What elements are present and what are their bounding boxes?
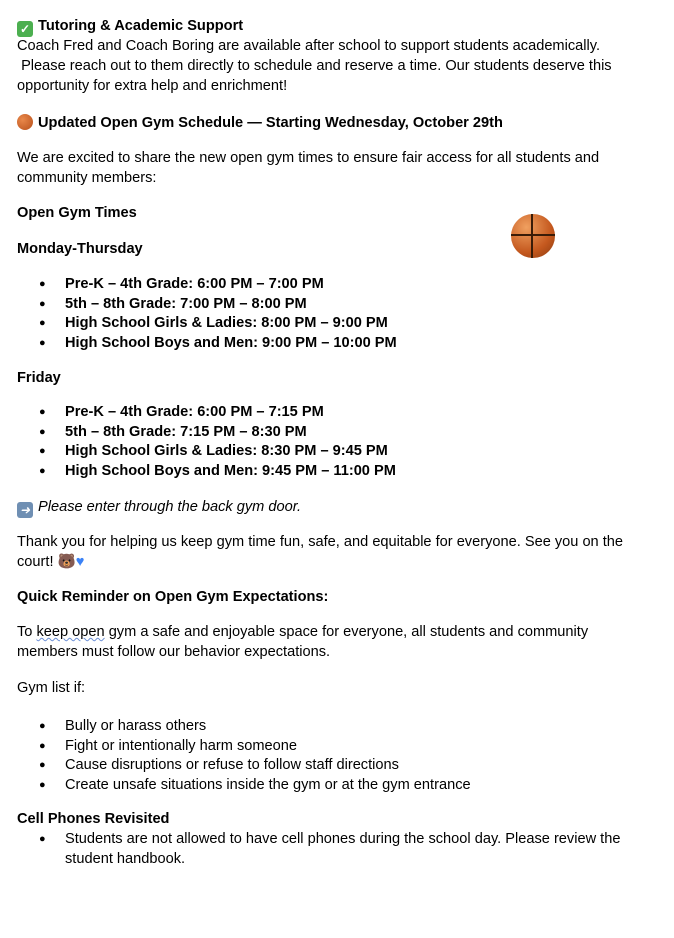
friday-label: Friday [17, 370, 61, 386]
spellcheck-underlined-text: keep open [36, 624, 105, 640]
gym-list-intro: Gym list if: [17, 680, 86, 696]
list-item: ● Create unsafe situations inside the gym or at the gym entrance [0, 776, 654, 796]
list-item: ● 5th – 8th Grade: 7:15 PM – 8:30 PM [0, 423, 654, 443]
monday-thursday-label: Monday-Thursday [17, 241, 143, 257]
bear-icon: 🐻 [57, 553, 76, 570]
check-mark-icon: ✓ [17, 21, 33, 37]
door-note [17, 498, 654, 518]
right-arrow-icon: ➜ [17, 502, 33, 518]
list-item: ● High School Girls & Ladies: 8:00 PM – 9:00 PM [0, 314, 654, 334]
list-item: ● Cause disruptions or refuse to follow staff directions [0, 756, 654, 776]
list-item: ● High School Boys and Men: 9:45 PM – 11:00 PM [0, 462, 654, 482]
intro-post: gym a safe and enjoyable space for everyone, all students and community members must follow our behavior expectations. [17, 624, 589, 660]
thanks-text [17, 533, 644, 572]
list-item: ● High School Girls & Ladies: 8:30 PM – 9:45 PM [0, 442, 654, 462]
list-item: ● Students are not allowed to have cell phones during the school day. Please review the student handbook. [0, 830, 634, 869]
tutoring-line-2: Please reach out to them directly to schedule and reserve a time. Our students deserve this opportunity for extra help and enrichment! [17, 58, 616, 94]
list-item: ● Pre-K – 4th Grade: 6:00 PM – 7:00 PM [0, 275, 654, 295]
open-gym-times-heading: Open Gym Times [17, 205, 137, 221]
door-note-text: Please enter through the back gym door. [38, 499, 302, 515]
basketball-image [511, 214, 555, 258]
schedule-intro: We are excited to share the new open gym times to ensure fair access for all students and community members: [17, 150, 600, 186]
cell-phones-heading: Cell Phones Revisited [17, 811, 170, 827]
tutoring-heading-text: Tutoring & Academic Support [38, 18, 244, 34]
cell-phones-list [0, 830, 634, 869]
tutoring-line-1: Coach Fred and Coach Boring are available after school to support students academically. [17, 38, 600, 54]
expectations-list [0, 717, 654, 795]
list-item: ● Pre-K – 4th Grade: 6:00 PM – 7:15 PM [0, 403, 654, 423]
thanks-text-content: Thank you for helping us keep gym time fun, safe, and equitable for everyone. See you on the court! [17, 534, 624, 570]
blue-heart-icon: ♥ [75, 553, 85, 570]
expectations-heading: Quick Reminder on Open Gym Expectations: [17, 589, 329, 605]
list-item: ● High School Boys and Men: 9:00 PM – 10:00 PM [0, 334, 654, 354]
intro-pre: To [17, 624, 37, 640]
list-item: ● Bully or harass others [0, 717, 654, 737]
list-item: ● 5th – 8th Grade: 7:00 PM – 8:00 PM [0, 295, 654, 315]
expectations-intro [17, 623, 614, 662]
monday-thursday-list [0, 275, 654, 353]
list-item: ● Fight or intentionally harm someone [0, 737, 654, 757]
friday-list [0, 403, 654, 481]
basketball-icon [17, 114, 33, 130]
schedule-heading-text: Updated Open Gym Schedule — Starting Wednesday, October 29th [38, 115, 503, 131]
tutoring-heading [17, 17, 654, 37]
schedule-heading [17, 114, 654, 134]
